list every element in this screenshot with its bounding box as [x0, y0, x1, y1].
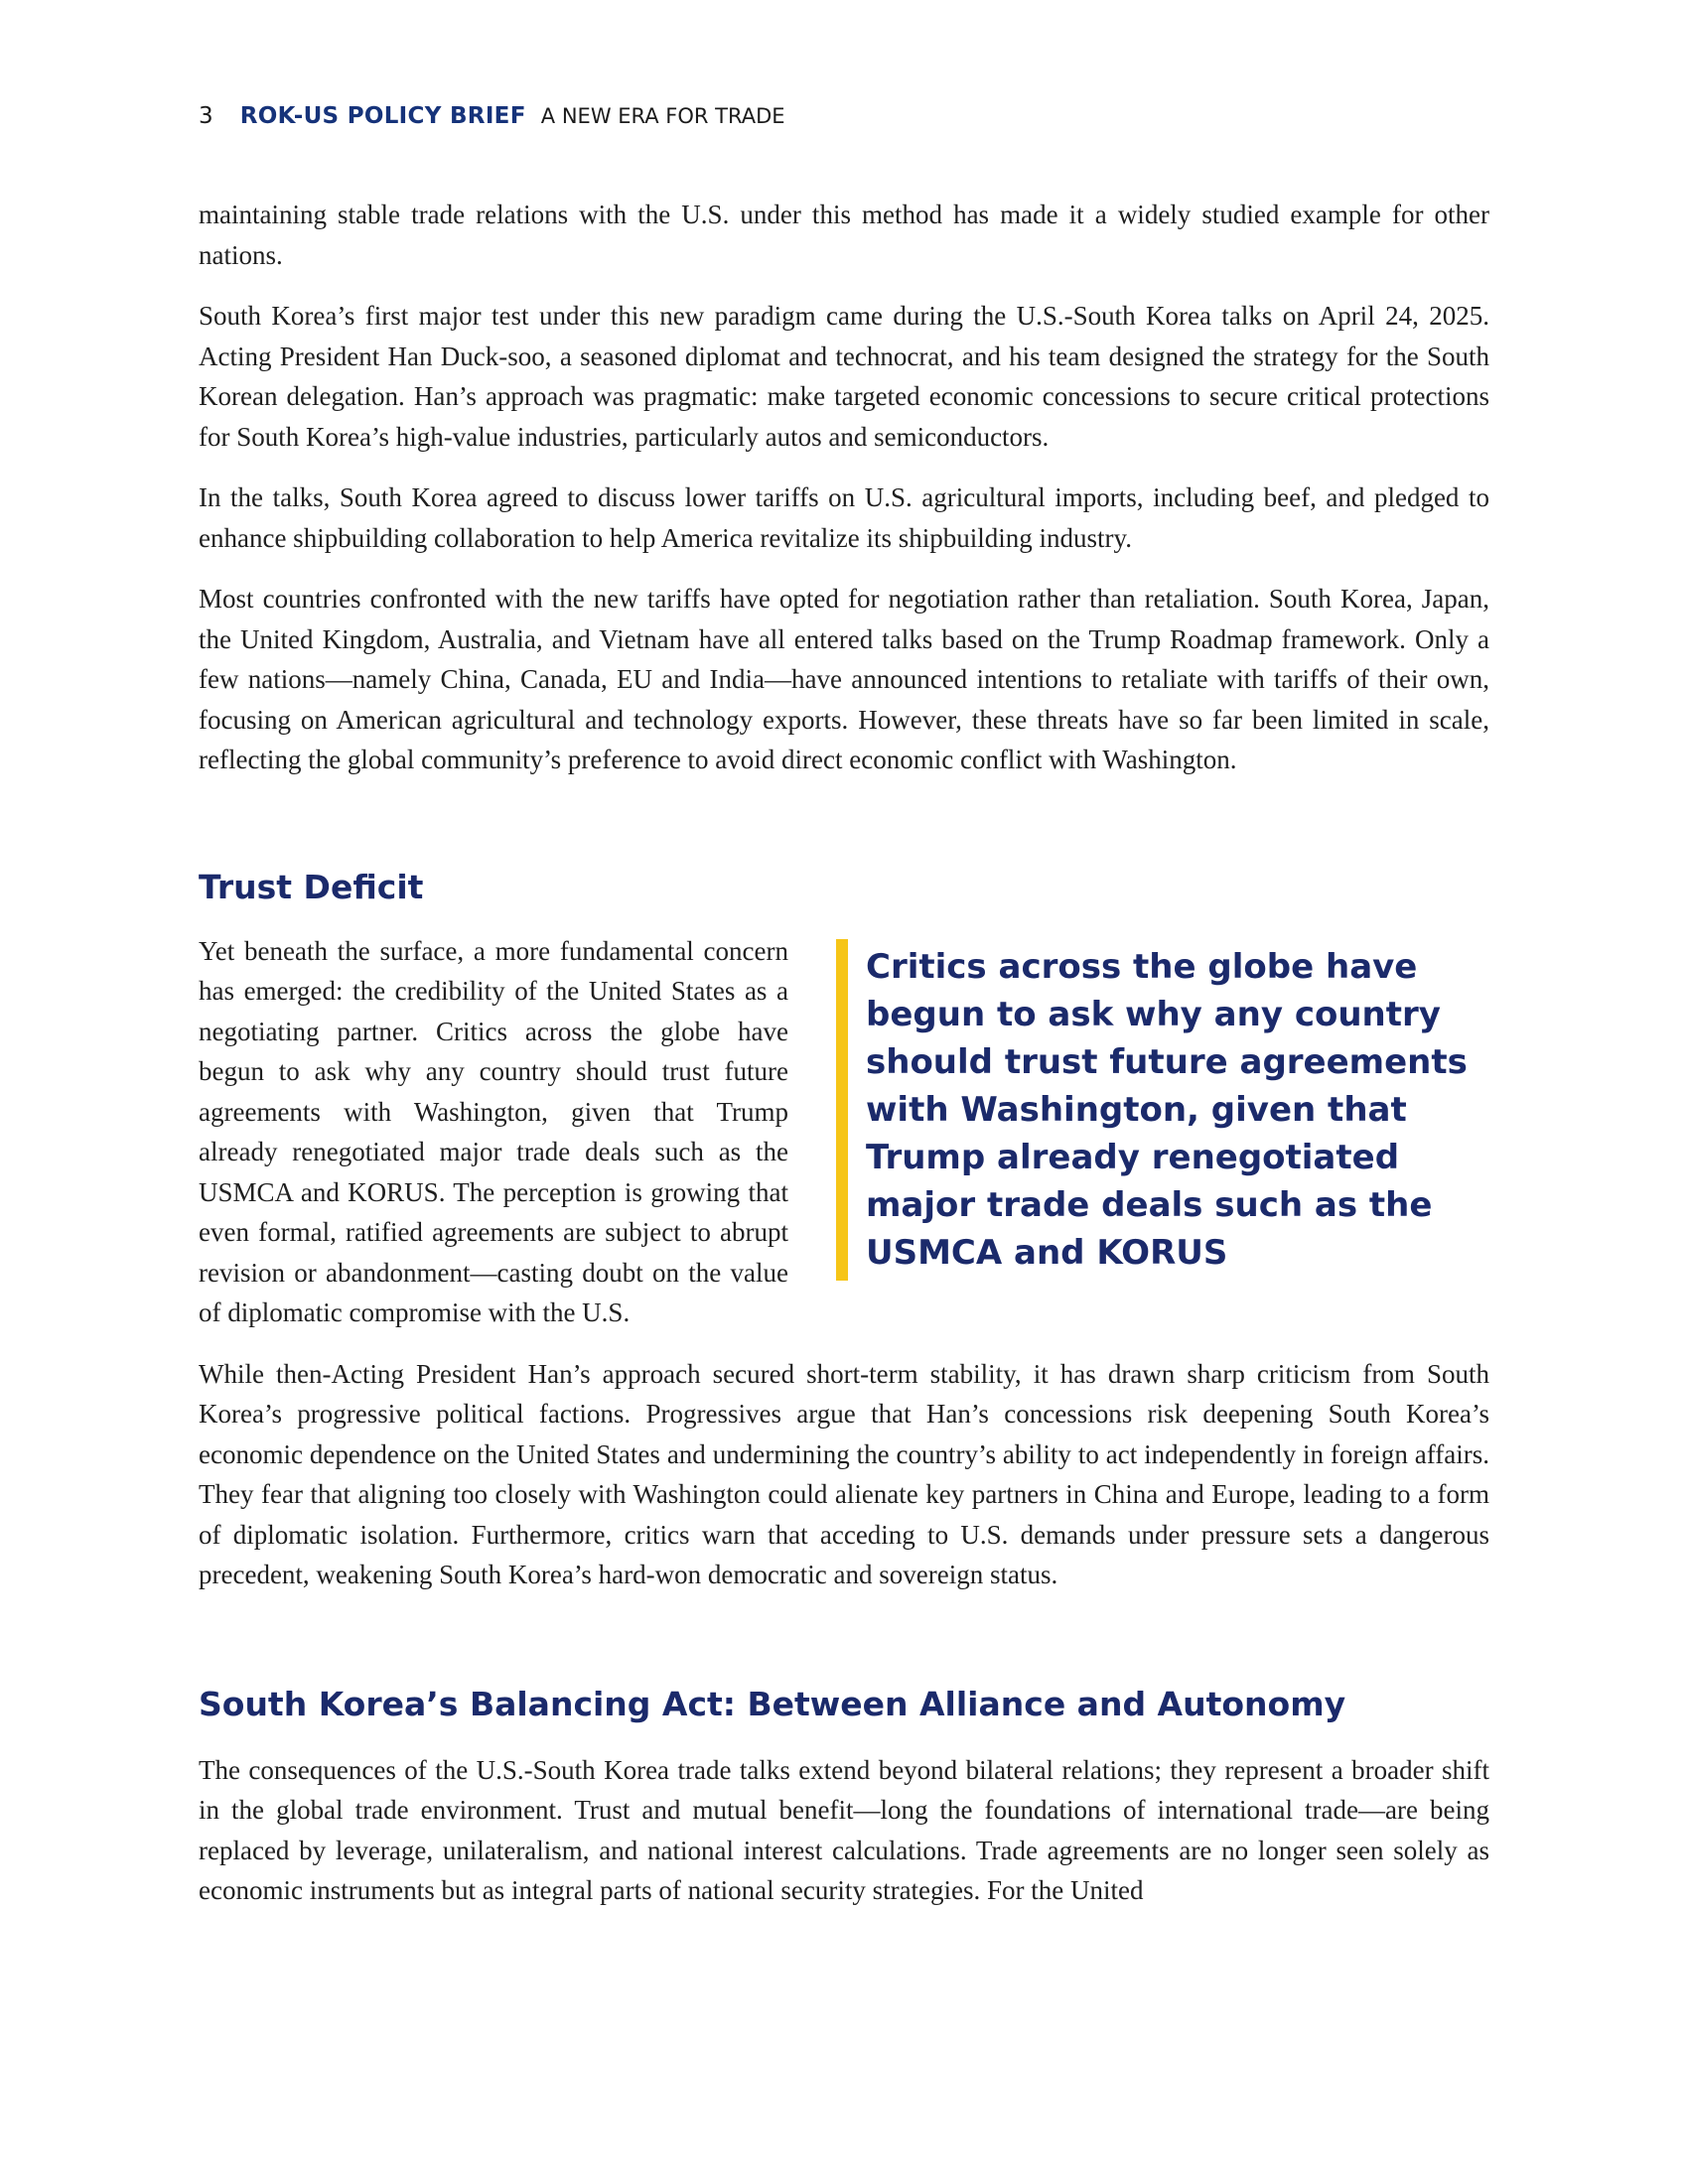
paragraph: maintaining stable trade relations with the U.S. under this method has made it a widely studied example for other nations. — [199, 200, 1489, 270]
paragraph: The consequences of the U.S.-South Korea trade talks extend beyond bilateral relations; they represent a broader shift in the global trade environment. Trust and mutual benefit—long the foundations of international trade—are being replaced by leverage, unilateralism, and national interest calculations. Trade agreements are no longer seen solely as economic instruments but as integral parts of national security strategies. For the United — [199, 1754, 1489, 1905]
paragraph: Most countries confronted with the new tariffs have opted for negotiation rather than retaliation. South Korea, Japan, the United Kingdom, Australia, and Vietnam have all entered talks based on the Trump Roadmap framework. Only a few nations—namely China, Canada, EU and India—have announced intentions to retaliate with tariffs of their own, focusing on American agricultural and technology exports. However, these threats have so far been limited in scale, reflecting the global community’s preference to avoid direct economic conflict with Washington. — [199, 584, 1489, 774]
body-content — [199, 195, 1489, 1932]
paragraph: In the talks, South Korea agreed to discuss lower tariffs on U.S. agricultural imports, including beef, and pledged to enhance shipbuilding collaboration to help America revitalize its shipbuilding industry. — [199, 482, 1489, 553]
paragraph: Yet beneath the surface, a more fundamental concern has emerged: the credibility of the United States as a negotiating partner. Critics across the globe have begun to ask why any country should trust future agreements with Washington, given that Trump already renegotiated major trade deals such as the USMCA and KORUS. The perception is growing that even formal, ratified agreements are subject to abrupt revision or abandonment—casting doubt on the value of diplomatic compromise with the U.S. — [199, 935, 788, 1327]
paragraph: While then-Acting President Han’s approach secured short-term stability, it has drawn sharp criticism from South Korea’s progressive political factions. Progressives argue that Han’s concessions risk deepening South Korea’s economic dependence on the United States and undermining the country’s ability to act independently in foreign affairs. They fear that aligning too closely with Washington could alienate key partners in China and Europe, leading to a form of diplomatic isolation. Furthermore, critics warn that acceding to U.S. demands under pressure sets a dangerous precedent, weakening South Korea’s hard-won democratic and sovereign status. — [199, 1358, 1489, 1589]
section-heading-balancing-act: South Korea’s Balancing Act: Between Alliance and Autonomy — [199, 1684, 1346, 1723]
paragraph: South Korea’s first major test under this new paradigm came during the U.S.-South Korea talks on April 24, 2025. Acting President Han Duck-soo, a seasoned diplomat and technocrat, and his team designed the strategy for the South Korean delegation. Han’s approach was pragmatic: make targeted economic concessions to secure critical protections for South Korea’s high-value industries, particularly autos and semiconductors. — [199, 301, 1489, 452]
pull-quote: Critics across the globe have begun to ask why any country should trust future agreements with Washington, given that Trump already renegotiated major trade deals such as the USMCA and KORUS — [836, 939, 1489, 1281]
section-heading-trust-deficit: Trust Deficit — [199, 867, 424, 906]
brief-brand: ROK-US POLICY BRIEF — [239, 103, 526, 129]
page-number: 3 — [199, 103, 213, 129]
running-header — [199, 103, 785, 129]
brief-subtitle: A NEW ERA FOR TRADE — [540, 104, 785, 128]
